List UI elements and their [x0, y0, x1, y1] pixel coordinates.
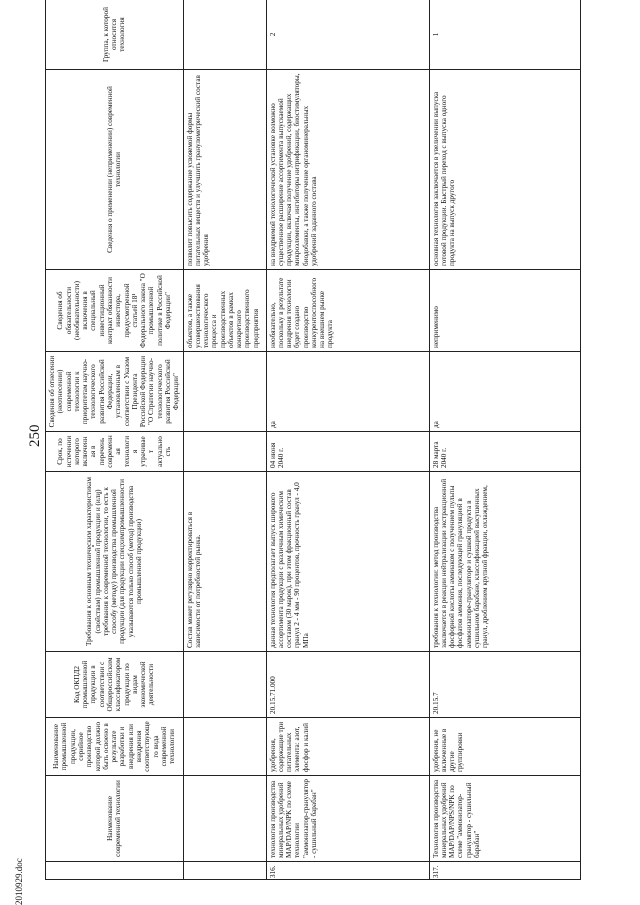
row-product: удобрения, содержащие три питательных элемента: азот, фосфор и калий	[266, 718, 429, 776]
row-okpd: 20.15.7	[429, 652, 580, 718]
header-requirements: Требования к основным техническим характеристикам (свойствам) промышленной продукции и (или) требования к современной технологии, то есть к способу (методу) производства промышленной продукции (для продукции спецхимпромышленности указываются только способ (метод) производства промышленной продукции)	[46, 472, 184, 652]
row-obligation: неприменимо	[429, 270, 580, 352]
file-name: 2010929.doc	[14, 858, 24, 905]
row-application-info: на внедряемой технологической установке возможно существенное расширение ассортимента выпускаемой продукции, включая получение удобрений, содержащих микроэлементы, ингибиторы нитрификации, биостимуляторы, биодобавки, а также получение органоминеральных удобрений заданного состава	[266, 70, 429, 270]
row-technology-name: технология производства минеральных удобрений MAP/DAP/NPK по схеме технологии "аммонизатор-гранулятор - сушильный барабан"	[266, 776, 429, 862]
header-okpd-code: Код ОКПД2 промышленной продукции в соответствии с Общероссийским классификатором продукции по видам экономической деятельности	[46, 652, 184, 718]
row-product: удобрения, не включенные в другие группировки	[429, 718, 580, 776]
header-number	[46, 862, 184, 880]
row-okpd: 20.15.71.000	[266, 652, 429, 718]
continuation-obligation: объектов, а также усовершенствования технологического процесса и производственных объектов в рамках конкретного производственного предприятия	[183, 270, 266, 352]
header-application-info: Сведения о применении (неприменении) современной технологии	[46, 70, 184, 270]
table-row	[429, 0, 580, 880]
header-technology-name: Наименование современной технологии	[46, 776, 184, 862]
technology-table	[45, 0, 581, 880]
header-deadline: Срок, по истечении которого включенная в перечень современная технология утрачивает актуальность	[46, 432, 184, 472]
continuation-info: позволит повысить содержание усвояемой формы питательных веществ и улучшить гранулометрический состав удобрения	[183, 70, 266, 270]
table-row	[266, 0, 429, 880]
row-obligation: необязательно, поскольку в результате внедрения технологии будет создано производство конкурентоспособного на внешнем рынке продукта	[266, 270, 429, 352]
table-header-row	[46, 0, 184, 880]
row-priority: да	[429, 352, 580, 432]
rotated-table-container	[45, 0, 620, 880]
row-technology-name: Технология производства минеральных удобрений MAP/DAP/NPS/NPK по схеме "аммонизатор-гранулятор - сушильный барабан"	[429, 776, 580, 862]
row-requirements: требования к технологии: метод производства заключается в реакции нейтрализации экстракционной фосфорной кислоты аммиаком с получением пульпы фосфатов аммония, последующей грануляцией в аммонизаторе-грануляторе и сушкой продукта в сушильном барабане, классификацией высушенных гранул, дроблением крупной фракции, охлаждением,	[429, 472, 580, 652]
row-requirements: данная технология предполагает выпуск широкого ассортимента продукции с различным химическим составом (30 марок), при этом фракционный состав гранул 2 - 4 мм - 90 процентов, прочность гранул - 4,0 МПа	[266, 472, 429, 652]
header-group: Группа, к которой относится технология	[46, 0, 184, 70]
row-deadline: 04 июня 2040 г.	[266, 432, 429, 472]
row-group: 1	[429, 0, 580, 70]
row-application-info: основная технология заключается в увеличении выпуска готовой продукции. Быстрый переход с выпуска одного продукта на выпуск другого	[429, 70, 580, 270]
header-obligation: Сведения об обязательности (необязательности) включения в специальный инвестиционный контракт обязанности инвестора, предусмотренной статьей 18¹ Федерального закона "О промышленной политике в Российской Федерации"	[46, 270, 184, 352]
header-priority: Сведения об отнесении (неотнесении) современной технологии к приоритетам научно-технологического развития Российской Федерации, установленным в соответствии с Указом Президента Российской Федерации "О Стратегии научно-технологического развития Российской Федерации"	[46, 352, 184, 432]
row-deadline: 28 марта 2040 г.	[429, 432, 580, 472]
header-product-name: Наименование промышленной продукции, серийное производство которой должно быть освоено в результате разработки и внедрения или внедрения соответствующего вида современной технологии	[46, 718, 184, 776]
row-group: 2	[266, 0, 429, 70]
row-priority: да	[266, 352, 429, 432]
row-number: 317.	[429, 862, 580, 880]
row-number: 316.	[266, 862, 429, 880]
page-number: 250	[27, 424, 43, 447]
continuation-requirements: Состав может регулярно корректироваться в зависимости от потребностей рынка.	[183, 472, 266, 652]
continuation-row	[183, 0, 266, 880]
